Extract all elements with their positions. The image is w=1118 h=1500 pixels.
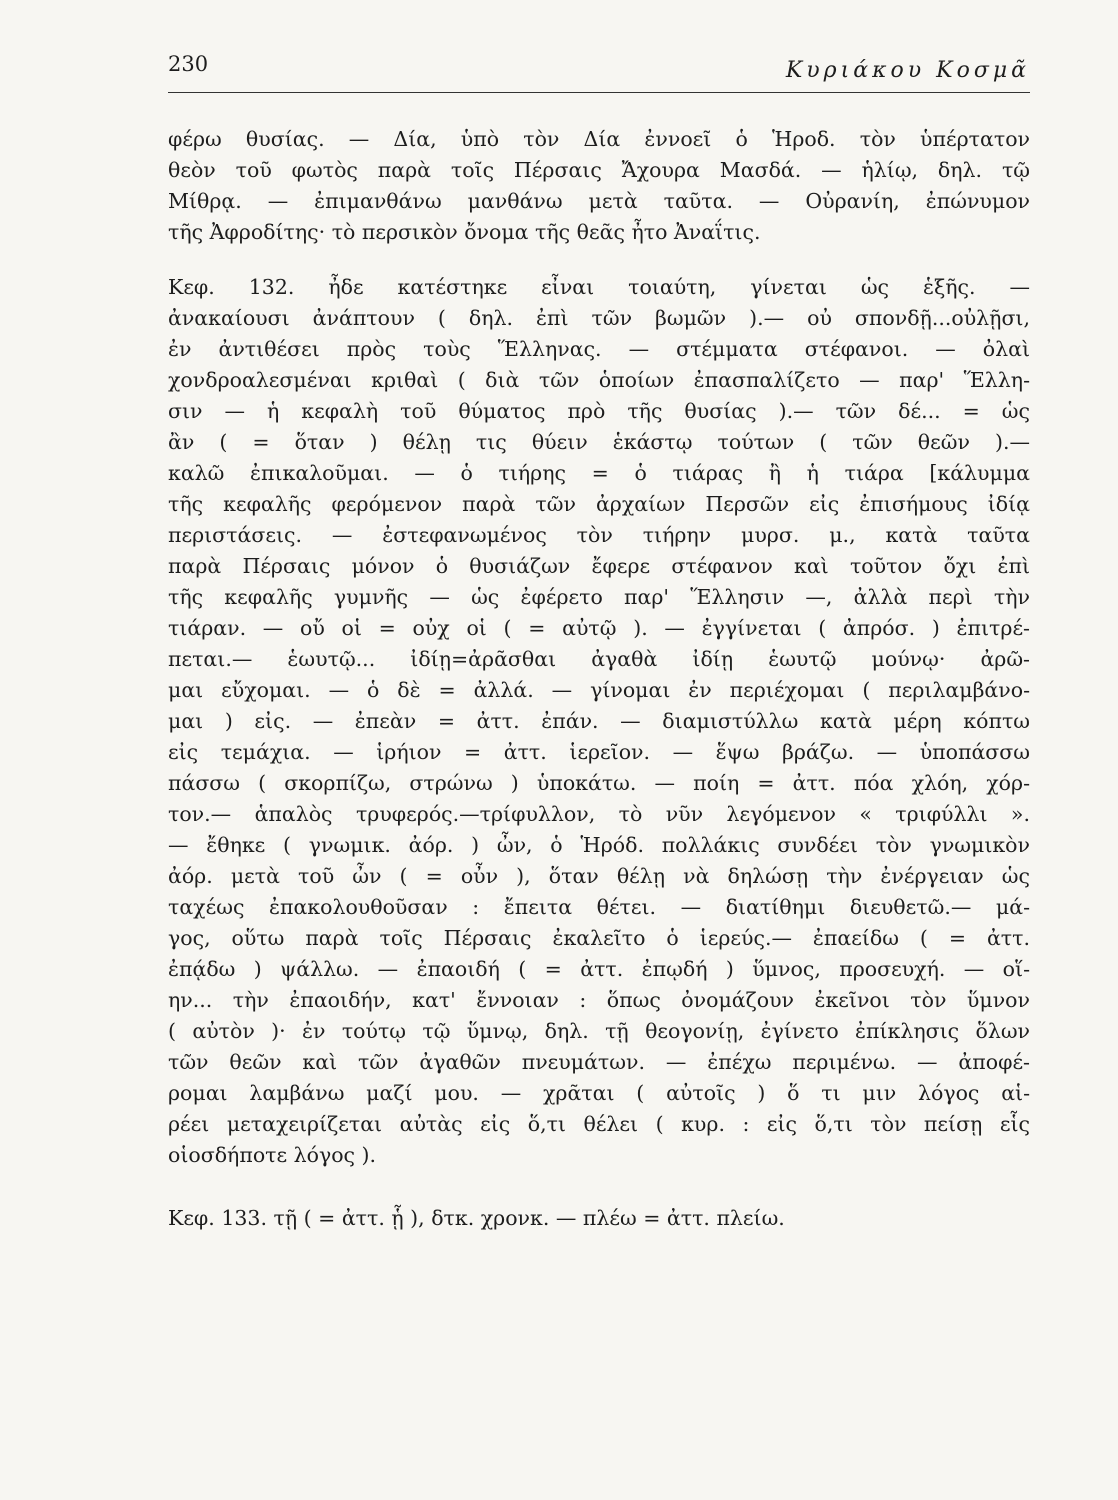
text-line: τῆς κεφαλῆς φερόμενον παρὰ τῶν ἀρχαίων Περσῶν εἰς ἐπισήμους ἰδίᾳ <box>168 492 1030 516</box>
text-line: — ἔθηκε ( γνωμικ. ἀόρ. ) ὦν, ὁ Ἡρόδ. πολλάκις συνδέει τὸν γνωμικὸν <box>168 833 1030 857</box>
text-line: μαι ) εἰς. — ἐπεὰν = ἀττ. ἐπάν. — διαμιστύλλω κατὰ μέρη κόπτω <box>168 709 1030 733</box>
paragraph-chapter-132 <box>168 272 1030 1171</box>
running-title: Κυριάκου Κοσμᾶ <box>785 58 1030 83</box>
commentary-text <box>168 124 1030 1234</box>
text-line: γος, οὕτω παρὰ τοῖς Πέρσαις ἐκαλεῖτο ὁ ἱερεύς.— ἐπαείδω ( = ἀττ. <box>168 926 1030 950</box>
text-line: ἐπᾴδω ) ψάλλω. — ἐπαοιδή ( = ἀττ. ἐπῳδή ) ὕμνος, προσευχή. — οἵ- <box>168 957 1030 981</box>
text-line: ταχέως ἐπακολουθοῦσαν : ἔπειτα θέτει. — διατίθημι διευθετῶ.— μά- <box>168 895 1030 919</box>
text-line: περιστάσεις. — ἐστεφανωμένος τὸν τιήρην μυρσ. μ., κατὰ ταῦτα <box>168 523 1030 547</box>
text-line: πάσσω ( σκορπίζω, στρώνω ) ὑποκάτω. — ποίη = ἀττ. πόα χλόη, χόρ- <box>168 771 1030 795</box>
text-line: τιάραν. — οὔ οἱ = οὐχ οἱ ( = αὐτῷ ). — ἐγγίνεται ( ἀπρόσ. ) ἐπιτρέ- <box>168 616 1030 640</box>
text-line: μαι εὔχομαι. — ὁ δὲ = ἀλλά. — γίνομαι ἐν περιέχομαι ( περιλαμβάνο- <box>168 678 1030 702</box>
text-line: τον.— ἁπαλὸς τρυφερός.—τρίφυλλον, τὸ νῦν λεγόμενον « τριφύλλι ». <box>168 802 1030 826</box>
page-header <box>168 52 1030 93</box>
text-line: οἱοσδήποτε λόγος ). <box>168 1143 377 1167</box>
text-line: παρὰ Πέρσαις μόνον ὁ θυσιάζων ἔφερε στέφανον καὶ τοῦτον ὄχι ἐπὶ <box>168 554 1030 578</box>
text-line: ρέει μεταχειρίζεται αὐτὰς εἰς ὅ,τι θέλει ( κυρ. : εἰς ὅ,τι τὸν πείσῃ εἷς <box>168 1112 1030 1136</box>
text-line: ἂν ( = ὅταν ) θέλῃ τις θύειν ἑκάστῳ τούτων ( τῶν θεῶν ).— <box>168 430 1030 454</box>
page-number: 230 <box>168 52 209 76</box>
text-line: Κεφ. 132. ἦδε κατέστηκε εἶναι τοιαύτη, γίνεται ὡς ἑξῆς. — <box>168 275 1030 299</box>
text-line: Μίθρᾳ. — ἐπιμανθάνω μανθάνω μετὰ ταῦτα. — Οὐρανίη, ἐπώνυμον <box>168 189 1030 213</box>
text-line: Κεφ. 133. τῇ ( = ἀττ. ᾗ ), δτκ. χρονκ. — πλέω = ἀττ. πλείω. <box>168 1206 785 1230</box>
text-line: φέρω θυσίας. — Δία, ὑπὸ τὸν Δία ἐννοεῖ ὁ Ἡροδ. τὸν ὑπέρτατον <box>168 127 1030 151</box>
text-line: τῶν θεῶν καὶ τῶν ἀγαθῶν πνευμάτων. — ἐπέχω περιμένω. — ἀποφέ- <box>168 1050 1030 1074</box>
text-line: ἐν ἀντιθέσει πρὸς τοὺς Ἕλληνας. — στέμματα στέφανοι. — ὀλαὶ <box>168 337 1030 361</box>
text-line: ( αὐτὸν )· ἐν τούτῳ τῷ ὕμνῳ, δηλ. τῇ θεογονίῃ, ἐγίνετο ἐπίκλησις ὅλων <box>168 1019 1030 1043</box>
text-line: τῆς κεφαλῆς γυμνῆς — ὡς ἐφέρετο παρ' Ἕλλησιν —, ἀλλὰ περὶ τὴν <box>168 585 1030 609</box>
text-line: ἀνακαίουσι ἀνάπτουν ( δηλ. ἐπὶ τῶν βωμῶν ).— οὐ σπονδῇ...οὐλῇσι, <box>168 306 1030 330</box>
paragraph-chapter-133 <box>168 1203 1030 1234</box>
text-line: ἀόρ. μετὰ τοῦ ὦν ( = οὖν ), ὅταν θέλῃ νὰ δηλώσῃ τὴν ἐνέργειαν ὡς <box>168 864 1030 888</box>
text-line: ρομαι λαμβάνω μαζί μου. — χρᾶται ( αὐτοῖς ) ὅ τι μιν λόγος αἱ- <box>168 1081 1030 1105</box>
text-line: τῆς Ἀφροδίτης· τὸ περσικὸν ὄνομα τῆς θεᾶς ἦτο Ἀναΐτις. <box>168 220 761 244</box>
text-line: καλῶ ἐπικαλοῦμαι. — ὁ τιήρης = ὁ τιάρας ἢ ἡ τιάρα [κάλυμμα <box>168 461 1030 485</box>
text-line: σιν — ἡ κεφαλὴ τοῦ θύματος πρὸ τῆς θυσίας ).— τῶν δέ... = ὡς <box>168 399 1030 423</box>
text-line: χονδροαλεσμέναι κριθαὶ ( διὰ τῶν ὁποίων ἐπασπαλίζετο — παρ' Ἕλλη- <box>168 368 1030 392</box>
text-line: θεὸν τοῦ φωτὸς παρὰ τοῖς Πέρσαις Ἄχουρα Μασδά. — ἡλίῳ, δηλ. τῷ <box>168 158 1030 182</box>
text-line: ην... τὴν ἐπαοιδήν, κατ' ἔννοιαν : ὅπως ὀνομάζουν ἐκεῖνοι τὸν ὕμνον <box>168 988 1030 1012</box>
text-line: εἰς τεμάχια. — ἱρήιον = ἀττ. ἱερεῖον. — ἕψω βράζω. — ὑποπάσσω <box>168 740 1030 764</box>
paragraph-1 <box>168 124 1030 248</box>
text-line: πεται.— ἑωυτῷ... ἰδίῃ=ἀρᾶσθαι ἀγαθὰ ἰδίῃ ἑωυτῷ μούνῳ· ἀρῶ- <box>168 647 1030 671</box>
